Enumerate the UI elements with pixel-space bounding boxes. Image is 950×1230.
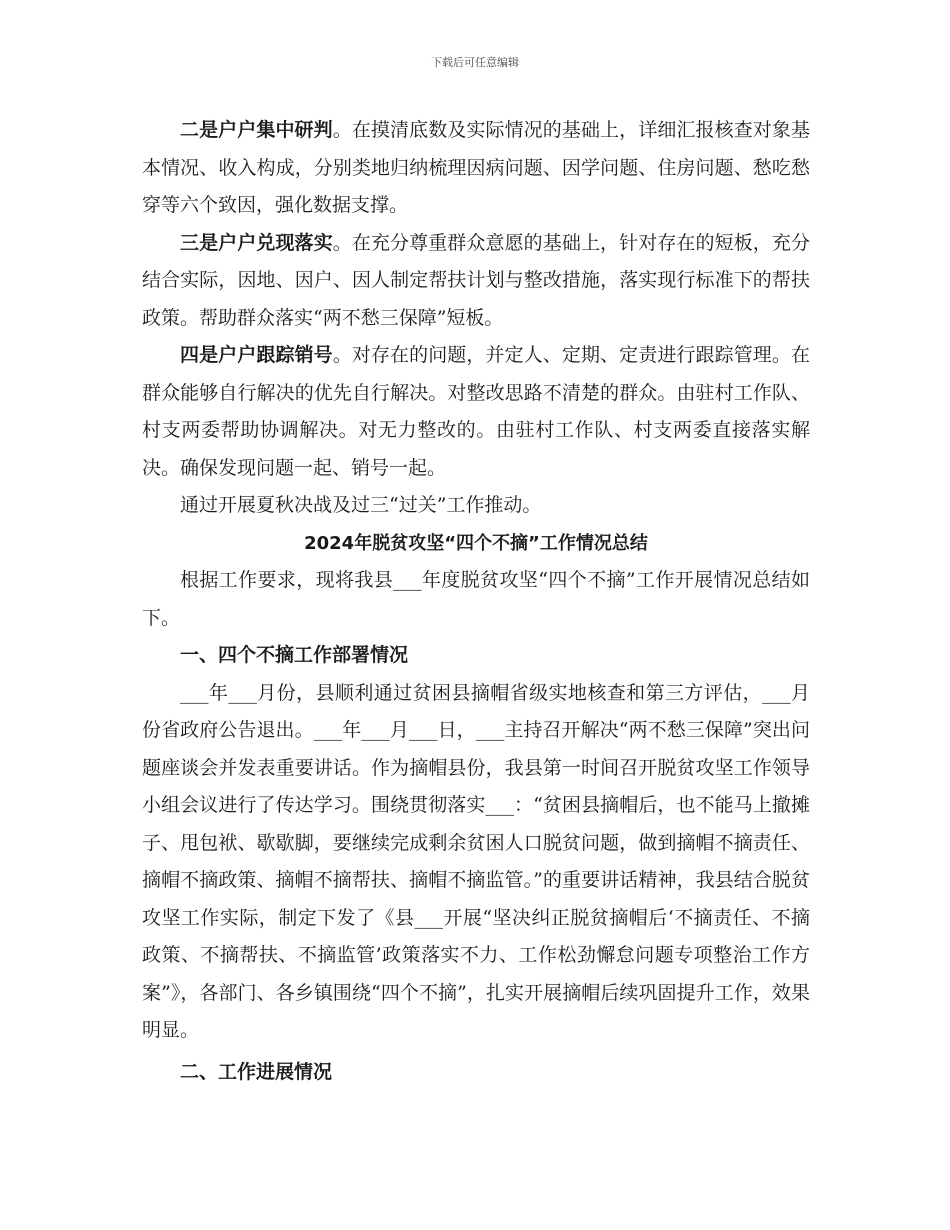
paragraph-3-lead: 四是户户跟踪销号	[180, 344, 333, 366]
paragraph-6: ___年___月份，县顺利通过贫困县摘帽省级实地核查和第三方评估，___月份省政府公告退出。___年___月___日，___主持召开解决“两不愁三保障”突出问题座谈会并发表重要讲话。作为摘帽县份，我县第一时间召开脱贫攻坚工作领导小组会议进行了传达学习。围绕贯彻落实___：“贫困县摘帽后，也不能马上撤摊子、甩包袱、歇歇脚，要继续完成剩余贫困人口脱贫问题，做到摘帽不摘责任、摘帽不摘政策、摘帽不摘帮扶、摘帽不摘监管。”的重要讲话精神，我县结合脱贫攻坚工作实际，制定下发了《县___开展“坚决纠正脱贫摘帽后‘不摘责任、不摘政策、不摘帮扶、不摘监管’政策落实不力、工作松劲懈怠问题专项整治工作方案”》，各部门、各乡镇围绕“四个不摘”，扎实开展摘帽后续巩固提升工作，效果明显。	[142, 681, 810, 1041]
section-heading-1: 一、四个不摘工作部署情况	[180, 644, 409, 666]
document-title: 2024年脱贫攻坚“四个不摘”工作情况总结	[304, 532, 648, 554]
paragraph-2-text: 。在充分尊重群众意愿的基础上，针对存在的短板，充分结合实际，因地、因户、因人制定帮扶计划与整改措施，落实现行标准下的帮扶政策。帮助群众落实“两不愁三保障”短板。	[142, 231, 810, 329]
paragraph-1-lead: 二是户户集中研判	[180, 119, 333, 141]
document-body	[142, 112, 810, 1091]
paragraph-2	[142, 225, 810, 338]
section-heading-2: 二、工作进展情况	[180, 1060, 333, 1083]
paragraph-4: 通过开展夏秋决战及过三“过关”工作推动。	[180, 494, 542, 516]
paragraph-5: 根据工作要求，现将我县___年度脱贫攻坚“四个不摘”工作开展情况总结如下。	[142, 569, 810, 629]
paragraph-2-lead: 三是户户兑现落实	[180, 231, 333, 254]
paragraph-1-text: 。在摸清底数及实际情况的基础上，详细汇报核查对象基本情况、收入构成，分别类地归纳梳理因病问题、因学问题、住房问题、愁吃愁穿等六个致因，强化数据支撑。	[142, 119, 810, 216]
paragraph-1	[142, 112, 810, 225]
paragraph-3	[142, 337, 810, 487]
header-note: 下载后可任意编辑	[431, 56, 519, 69]
paragraph-3-text: 。对存在的问题，并定人、定期、定责进行跟踪管理。在群众能够自行解决的优先自行解决。对整改思路不清楚的群众。由驻村工作队、村支两委帮助协调解决。对无力整改的。由驻村工作队、村支两委直接落实解决。确保发现问题一起、销号一起。	[142, 344, 810, 479]
